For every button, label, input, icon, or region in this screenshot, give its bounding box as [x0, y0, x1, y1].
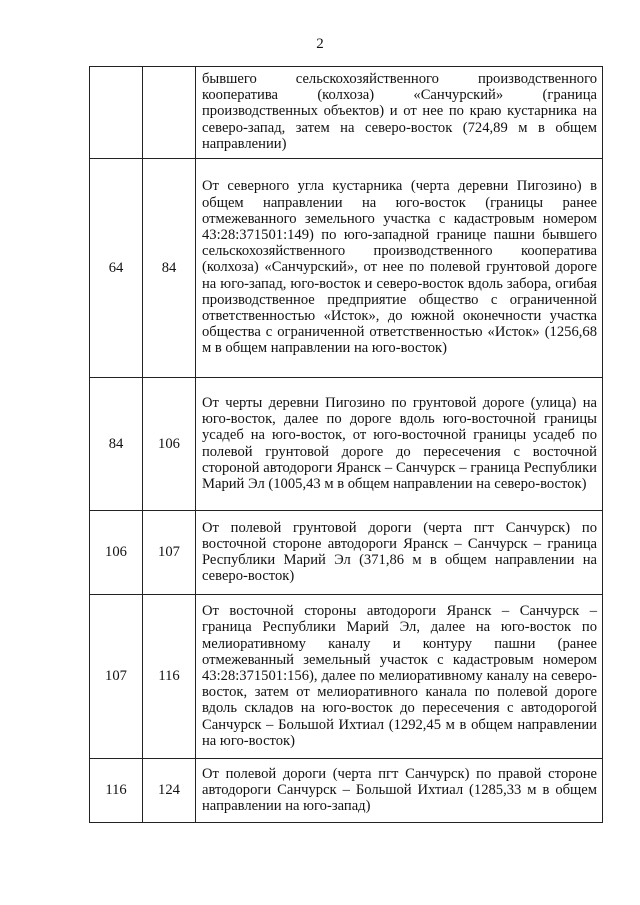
- point-from-cell: 107: [90, 595, 143, 759]
- point-to-cell: 116: [143, 595, 196, 759]
- point-to-cell: 84: [143, 159, 196, 378]
- table-row: [90, 67, 603, 159]
- table-row: [90, 759, 603, 823]
- point-to-cell: 107: [143, 511, 196, 595]
- point-to-cell: 106: [143, 378, 196, 511]
- point-from-cell: 116: [90, 759, 143, 823]
- table-row: [90, 595, 603, 759]
- point-from-cell: [90, 67, 143, 159]
- point-from-cell: 64: [90, 159, 143, 378]
- boundary-description-cell: бывшего сельскохозяйственного производственного кооператива (колхоза) «Санчурский» (граница производственных объектов) и от нее по краю кустарника на северо-запад, затем на северо-восток (724,89 м в общем направлении): [196, 67, 603, 159]
- boundary-description-cell: От восточной стороны автодороги Яранск – Санчурск – граница Республики Марий Эл, далее на юго-восток по мелиоративному каналу и контуру пашни (ранее отмежеванный земельный участок с кадастровым номером 43:28:371501:156), далее по мелиоративному каналу на северо-восток, затем от мелиоративного канала по полевой дороге вдоль складов на юго-восток до пересечения с автодорогой Санчурск – Большой Ихтиал (1292,45 м в общем направлении на юго-восток): [196, 595, 603, 759]
- point-from-cell: 84: [90, 378, 143, 511]
- boundary-description-cell: От черты деревни Пигозино по грунтовой дороге (улица) на юго-восток, далее по дороге вдоль юго-восточной границы усадеб на юго-восток, от юго-восточной границы усадеб по полевой грунтовой дороге до пересечения с восточной стороной автодороги Яранск – Санчурск – граница Республики Марий Эл (1005,43 м в общем направлении на северо-восток): [196, 378, 603, 511]
- boundary-description-cell: От полевой дороги (черта пгт Санчурск) по правой стороне автодороги Санчурск – Большой Ихтиал (1285,33 м в общем направлении на юго-запад): [196, 759, 603, 823]
- point-to-cell: [143, 67, 196, 159]
- boundary-description-cell: От полевой грунтовой дороги (черта пгт Санчурск) по восточной стороне автодороги Яранск – Санчурск – граница Республики Марий Эл (371,86 м в общем направлении на северо-восток): [196, 511, 603, 595]
- point-from-cell: 106: [90, 511, 143, 595]
- page-number: 2: [316, 36, 324, 52]
- boundary-description-cell: От северного угла кустарника (черта деревни Пигозино) в общем направлении на юго-восток (границы ранее отмежеванного земельного участка с кадастровым номером 43:28:371501:149) по юго-западной границе пашни бывшего сельскохозяйственного производственного кооператива (колхоза) «Санчурский», от нее по полевой грунтовой дороге на юго-запад, юго-восток и северо-восток вдоль забора, огибая производственное предприятие общество с ограниченной ответственностью «Исток», до южной оконечности участка общества с ограниченной ответственностью «Исток» (1256,68 м в общем направлении на юго-восток): [196, 159, 603, 378]
- point-to-cell: 124: [143, 759, 196, 823]
- table-row: [90, 511, 603, 595]
- table-row: [90, 159, 603, 378]
- table-row: [90, 378, 603, 511]
- boundary-description-table: [89, 66, 603, 823]
